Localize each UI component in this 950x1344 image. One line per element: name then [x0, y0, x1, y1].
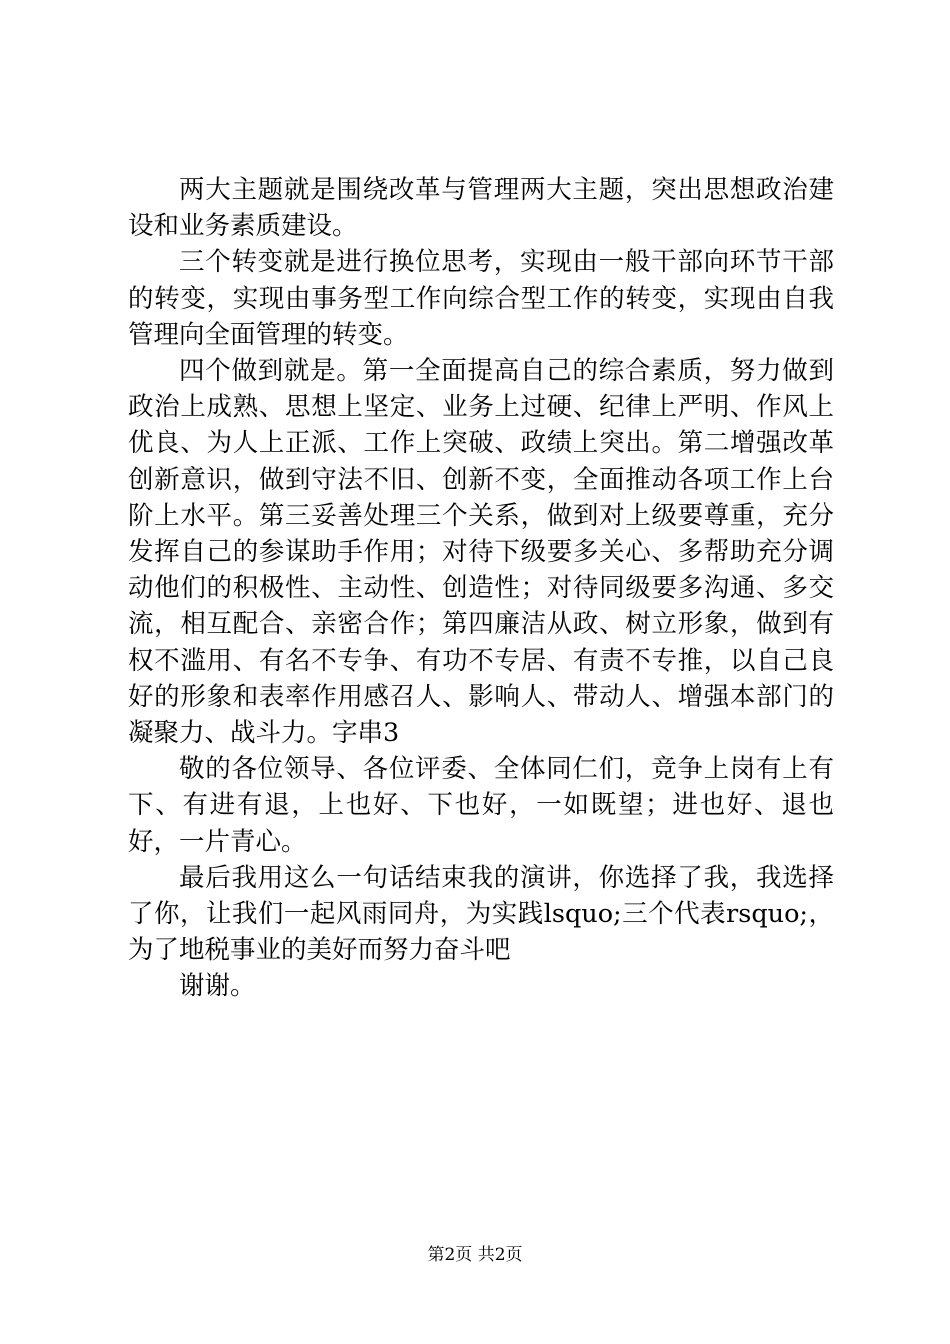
paragraph-two-themes: 两大主题就是围绕改革与管理两大主题，突出思想政治建设和业务素质建设。 — [128, 175, 834, 242]
paragraph-address-leaders: 敬的各位领导、各位评委、全体同仁们，竞争上岗有上有下、有进有退，上也好、下也好，一如既望；进也好、退也好，一片青心。 — [128, 754, 834, 857]
document-body — [128, 172, 834, 1005]
paragraph-four-achievements: 四个做到就是。第一全面提高自己的综合素质，努力做到政治上成熟、思想上坚定、业务上过硬、纪律上严明、作风上优良、为人上正派、工作上突破、政绩上突出。第二增强改革创新意识，做到守法不旧、创新不变，全面推动各项工作上台阶上水平。第三妥善处理三个关系，做到对上级要尊重，充分发挥自己的参谋助手作用；对待下级要多关心、多帮助充分调动他们的积极性、主动性、创造性；对待同级要多沟通、多交流，相互配合、亲密合作；第四廉洁从政、树立形象，做到有权不滥用、有名不专争、有功不专居、有责不专推，以自己良好的形象和表率作用感召人、影响人、带动人、增强本部门的凝聚力、战斗力。字串3 — [128, 356, 834, 749]
paragraph-three-transformations: 三个转变就是进行换位思考，实现由一般干部向环节干部的转变，实现由事务型工作向综合型工作的转变，实现由自我管理向全面管理的转变。 — [128, 247, 834, 350]
page-footer: 第2页 共2页 — [427, 1245, 523, 1265]
paragraph-closing: 最后我用这么一句话结束我的演讲，你选择了我，我选择了你，让我们一起风雨同舟，为实践lsquo;三个代表rsquo;，为了地税事业的美好而努力奋斗吧 — [128, 862, 834, 966]
paragraph-thanks: 谢谢。 — [179, 971, 256, 1002]
